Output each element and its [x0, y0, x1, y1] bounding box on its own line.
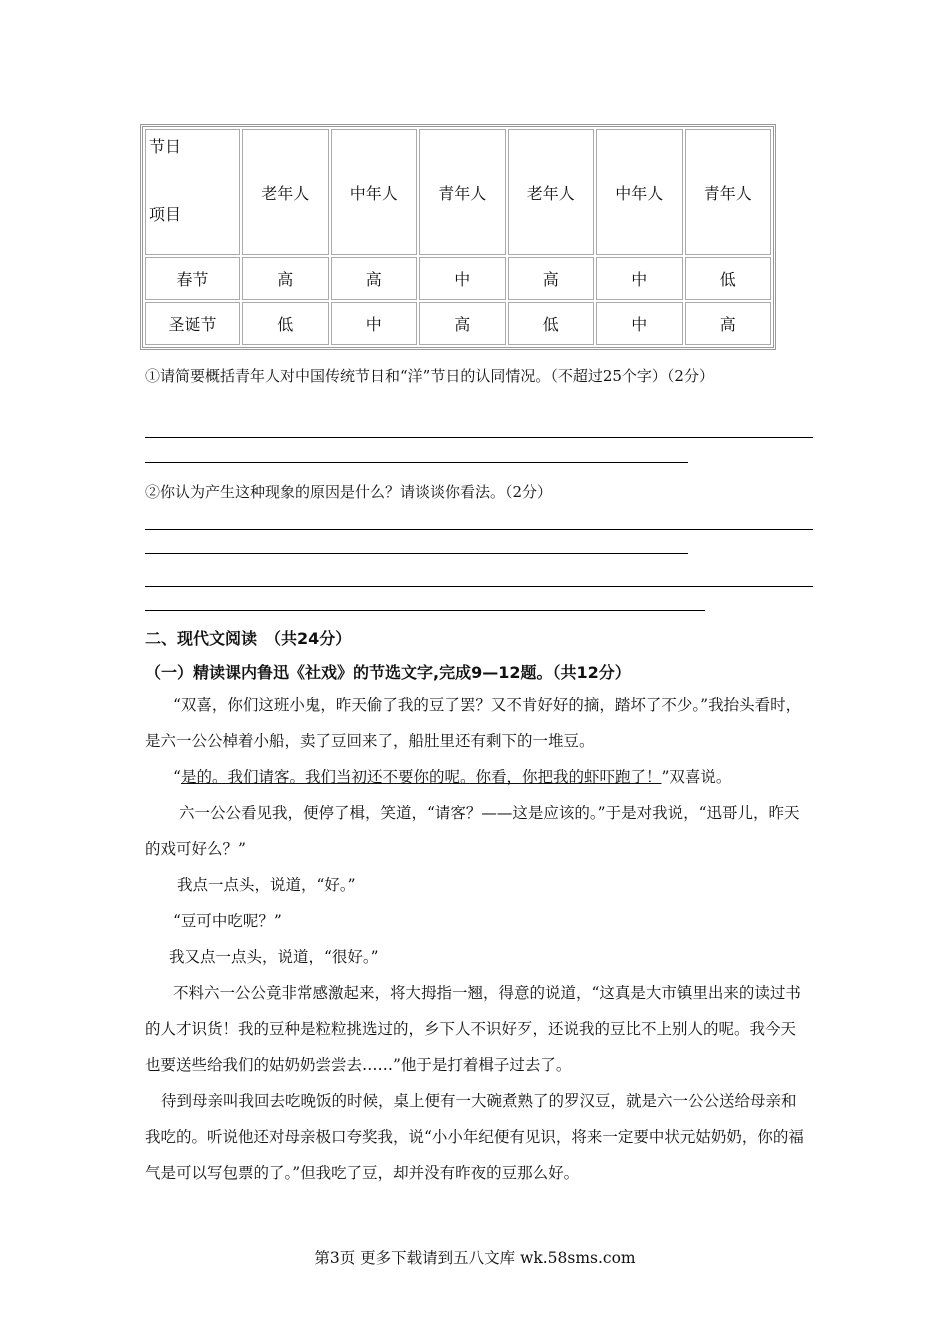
table-corner-cell	[145, 129, 240, 255]
answer-line[interactable]	[145, 586, 813, 587]
column-header: 青年人	[419, 129, 506, 255]
table-header-row	[145, 129, 771, 255]
quote-open: “	[173, 768, 181, 786]
table-cell: 中	[419, 257, 506, 300]
passage-paragraph	[145, 975, 810, 1083]
table-cell: 低	[685, 257, 772, 300]
underlined-sentence: 是的。我们请客。我们当初还不要你的呢。你看，你把我的虾吓跑了！	[180, 768, 662, 786]
row-label: 春节	[145, 257, 240, 300]
column-header: 中年人	[331, 129, 418, 255]
corner-label-item: 项目	[149, 205, 182, 224]
paragraph-text: 六一公公看见我，便停了楫，笑道，“请客？——这是应该的。”于是对我说，“迅哥儿，昨天的戏可好么？”	[145, 804, 800, 858]
table-cell: 中	[331, 302, 418, 345]
table-cell: 高	[331, 257, 418, 300]
answer-line[interactable]	[145, 553, 688, 554]
answer-line[interactable]	[145, 610, 705, 611]
table-cell: 高	[685, 302, 772, 345]
paragraph-text: 不料六一公公竟非常感激起来，将大拇指一翘，得意的说道，“这真是大市镇里出来的读过书的人才识货！我的豆种是粒粒挑选过的，乡下人不识好歹，还说我的豆比不上别人的呢。我今天也要送些给我们的姑奶奶尝尝去……”他于是打着楫子过去了。	[145, 984, 801, 1074]
table-cell: 低	[242, 302, 329, 345]
table-cell: 高	[419, 302, 506, 345]
quote-close: ”双喜说。	[661, 768, 732, 786]
column-header: 中年人	[596, 129, 683, 255]
table-cell: 高	[242, 257, 329, 300]
passage-paragraph	[145, 759, 810, 795]
table-cell: 中	[596, 302, 683, 345]
answer-line[interactable]	[145, 529, 813, 530]
answer-line[interactable]	[145, 462, 688, 463]
section-title: 二、现代文阅读 （共24分）	[145, 629, 352, 648]
corner-label-festival: 节日	[149, 137, 182, 156]
table-cell: 低	[508, 302, 595, 345]
passage-paragraph	[145, 1083, 810, 1191]
question-2: ②你认为产生这种现象的原因是什么？请谈谈你看法。（2分）	[145, 483, 553, 501]
passage-paragraph	[145, 939, 810, 975]
table-cell: 中	[596, 257, 683, 300]
column-header: 老年人	[508, 129, 595, 255]
passage-paragraph	[145, 903, 810, 939]
answer-line[interactable]	[145, 437, 813, 438]
page-footer: 第3页 更多下载请到五八文库 wk.58sms.com	[314, 1249, 636, 1267]
section-subtitle: （一）精读课内鲁迅《社戏》的节选文字,完成9—12题。（共12分）	[145, 663, 631, 682]
row-label: 圣诞节	[145, 302, 240, 345]
paragraph-text: 待到母亲叫我回去吃晚饭的时候，桌上便有一大碗煮熟了的罗汉豆，就是六一公公送给母亲和我吃的。听说他还对母亲极口夸奖我，说“小小年纪便有见识，将来一定要中状元姑奶奶，你的福气是可以写包票的了。”但我吃了豆，却并没有昨夜的豆那么好。	[145, 1092, 804, 1182]
paragraph-text: “豆可中吃呢？”	[173, 912, 282, 930]
paragraph-text: “双喜，你们这班小鬼，昨天偷了我的豆了罢？又不肯好好的摘，踏坏了不少。”我抬头看时，是六一公公棹着小船，卖了豆回来了，船肚里还有剩下的一堆豆。	[145, 696, 802, 750]
passage-paragraph	[145, 795, 810, 867]
table-row	[145, 302, 771, 345]
paragraph-text	[145, 759, 810, 795]
paragraph-text: 我点一点头，说道，“好。”	[177, 876, 356, 894]
column-header: 老年人	[242, 129, 329, 255]
passage-paragraph	[145, 867, 810, 903]
column-header: 青年人	[685, 129, 772, 255]
passage-paragraph	[145, 687, 810, 759]
survey-table	[140, 124, 776, 350]
table-row	[145, 257, 771, 300]
question-1: ①请简要概括青年人对中国传统节日和“洋”节日的认同情况。（不超过25个字）（2分）	[145, 367, 714, 385]
table-cell: 高	[508, 257, 595, 300]
paragraph-text: 我又点一点头，说道，“很好。”	[169, 948, 379, 966]
